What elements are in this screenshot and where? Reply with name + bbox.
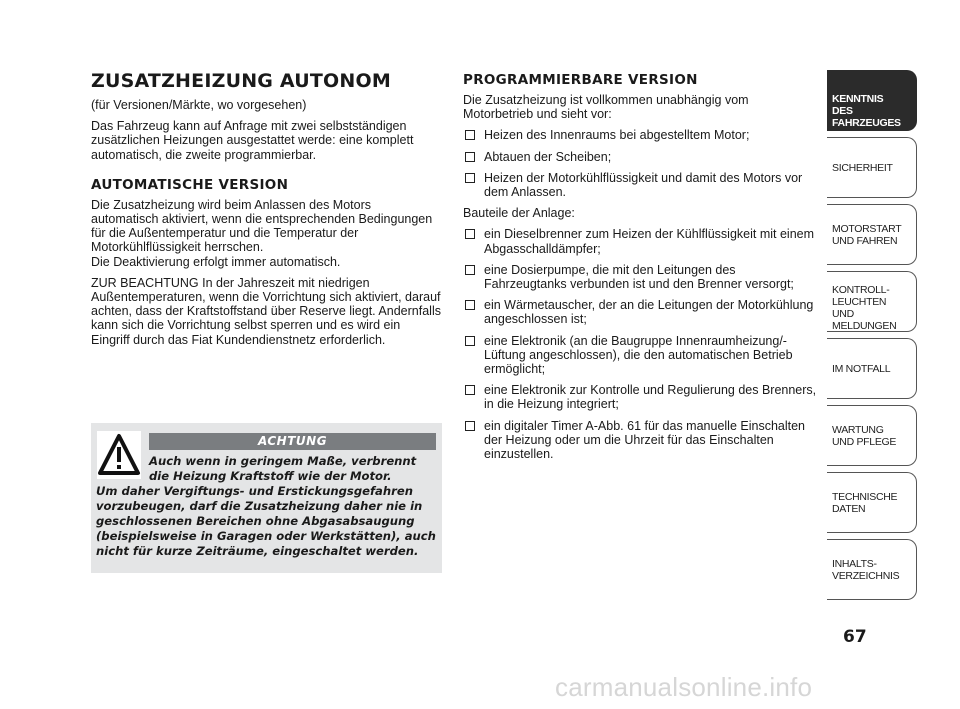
list-item: eine Elektronik zur Kontrolle und Regulierung des Brenners, in die Heizung integriert; — [463, 383, 818, 411]
list-item: ein Wärmetauscher, der an die Leitungen der Motorkühlung angeschlossen ist; — [463, 298, 818, 326]
tab-wartung-und-pflege[interactable] — [827, 405, 917, 466]
automatic-activation-text: Die Zusatzheizung wird beim Anlassen des Motors automatisch aktiviert, wenn die entsprechenden Bedingungen für die Außentemperatur und die Temperatur der Motorkühlflüssigkeit herrschen. — [91, 197, 433, 255]
page-number: 67 — [843, 627, 867, 647]
attention-note: ZUR BEACHTUNG In der Jahreszeit mit niedrigen Außentemperaturen, wenn die Vorrichtung sich aktiviert, darauf achten, dass der Kraftstoffstand über Reserve liegt. Andernfalls kann sich die Vorrichtung selbst sperren und es wird ein Eingriff durch das Fiat Kundendienstnetz erforderlich. — [91, 275, 441, 347]
intro-paragraph: Das Fahrzeug kann auf Anfrage mit zwei selbstständigen zusätzlichen Heizungen ausgestattet werde: eine komplett automatisch, die zweite programmierbar. — [91, 119, 414, 162]
warning-line-2: die Heizung Kraftstoff wie der Motor. — [149, 469, 392, 483]
warning-line-1: Auch wenn in geringem Maße, verbrennt — [149, 454, 417, 468]
tab-motorstart-und-fahren[interactable] — [827, 204, 917, 265]
watermark: carmanualsonline.info — [555, 672, 813, 702]
right-column — [463, 72, 818, 468]
chapter-tabs — [827, 70, 917, 606]
list-item: Abtauen der Scheiben; — [463, 150, 818, 164]
tab-kenntnis-des-fahrzeuges[interactable] — [827, 70, 917, 131]
tab-label: SICHERHEIT — [832, 162, 893, 174]
parts-label: Bauteile der Anlage: — [463, 206, 575, 221]
programmable-intro: Die Zusatzheizung ist vollkommen unabhängig vom Motorbetrieb und sieht vor: — [463, 93, 749, 122]
tab-label: WARTUNG — [832, 424, 884, 436]
list-item: eine Elektronik (an die Baugruppe Innenraumheizung/-Lüftung angeschlossen), die den automatischen Betrieb ermöglicht; — [463, 334, 818, 377]
tab-label: INHALTS- — [832, 558, 877, 570]
list-item: ein Dieselbrenner zum Heizen der Kühlflüssigkeit mit einem Abgasschalldämpfer; — [463, 227, 818, 255]
automatic-deactivation-text: Die Deaktivierung erfolgt immer automatisch. — [91, 254, 341, 269]
tab-label: MOTORSTART — [832, 223, 902, 235]
tab-label: KONTROLL- — [832, 284, 890, 296]
tab-label: KENNTNIS — [832, 93, 884, 105]
list-item: Heizen der Motorkühlflüssigkeit und damit des Motors vor dem Anlassen. — [463, 171, 818, 199]
left-column — [91, 70, 441, 354]
tab-label: DES FAHRZEUGES — [832, 105, 901, 129]
list-item: ein digitaler Timer A-Abb. 61 für das manuelle Einschalten der Heizung oder um die Uhrzeit für das Einschalten einzustellen. — [463, 419, 818, 462]
warning-text — [96, 454, 436, 559]
tab-kontrollleuchten-und-meldungen[interactable] — [827, 271, 917, 332]
tab-label: UND FAHREN — [832, 235, 898, 247]
list-item: Heizen des Innenraums bei abgestelltem Motor; — [463, 128, 818, 142]
list-item: eine Dosierpumpe, die mit den Leitungen des Fahrzeugtanks verbunden ist und den Brenner versorgt; — [463, 263, 818, 291]
uses-list — [463, 128, 818, 199]
tab-technische-daten[interactable] — [827, 472, 917, 533]
warning-body: Um daher Vergiftungs- und Erstickungsgefahren vorzubeugen, darf die Zusatzheizung daher nie in geschlossenen Bereichen ohne Abgasabsaugung (beispielsweise in Garagen oder Werkstätten), auch nicht für kurze Zeiträume, eingeschaltet werden. — [96, 484, 436, 558]
warning-label: ACHTUNG — [149, 433, 436, 450]
parts-list — [463, 227, 818, 461]
tab-sicherheit[interactable] — [827, 137, 917, 198]
tab-label: LEUCHTEN — [832, 296, 887, 308]
tab-im-notfall[interactable] — [827, 338, 917, 399]
tab-inhaltsverzeichnis[interactable] — [827, 539, 917, 600]
warning-box — [91, 423, 442, 573]
tab-label: TECHNISCHE — [832, 491, 898, 503]
automatic-version-text — [91, 198, 441, 269]
version-note: (für Versionen/Märkte, wo vorgesehen) — [91, 98, 307, 112]
tab-label: VERZEICHNIS — [832, 570, 900, 582]
tab-label: DATEN — [832, 503, 866, 515]
page-title: ZUSATZHEIZUNG AUTONOM — [91, 70, 391, 92]
automatic-version-heading: AUTOMATISCHE VERSION — [91, 176, 289, 193]
tab-label: UND PFLEGE — [832, 436, 897, 448]
tab-label: IM NOTFALL — [832, 363, 891, 375]
tab-label: UND MELDUNGEN — [832, 308, 897, 332]
programmable-version-heading: PROGRAMMIERBARE VERSION — [463, 72, 698, 88]
